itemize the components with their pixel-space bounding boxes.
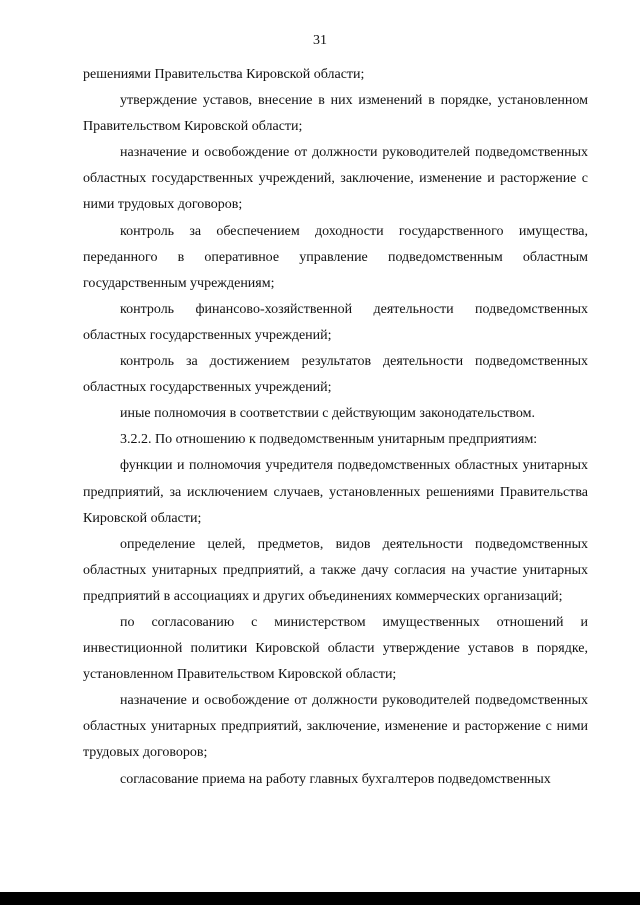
paragraph: контроль за обеспечением доходности государственного имущества, переданного в оперативное управление подведомственным областным государственным учреждениям; — [83, 223, 588, 291]
paragraph: контроль за достижением результатов деятельности подведомственных областных государственных учреждений; — [83, 354, 588, 396]
paragraph: функции и полномочия учредителя подведомственных областных унитарных предприятий, за исключением случаев, установленных решениями Правительства Кировской области; — [83, 458, 588, 526]
paragraph: утверждение уставов, внесение в них изменений в порядке, установленном Правительством Кировской области; — [83, 93, 588, 135]
paragraph: определение целей, предметов, видов деятельности подведомственных областных унитарных предприятий, а также дачу согласия на участие унитарных предприятий в ассоциациях и других объединениях коммерческих организаций; — [83, 536, 588, 604]
paragraph: контроль финансово-хозяйственной деятельности подведомственных областных государственных учреждений; — [83, 301, 588, 343]
paragraph: назначение и освобождение от должности руководителей подведомственных областных унитарных предприятий, заключение, изменение и расторжение с ними трудовых договоров; — [83, 693, 588, 761]
page-number: 31 — [313, 33, 327, 48]
paragraph: назначение и освобождение от должности руководителей подведомственных областных государственных учреждений, заключение, изменение и расторжение с ними трудовых договоров; — [83, 145, 588, 213]
scan-edge-bar — [0, 892, 640, 905]
paragraph: 3.2.2. По отношению к подведомственным унитарным предприятиям: — [120, 432, 538, 448]
document-body — [83, 62, 588, 793]
paragraph: решениями Правительства Кировской области; — [83, 67, 365, 82]
paragraph: иные полномочия в соответствии с действующим законодательством. — [120, 406, 535, 422]
paragraph: согласование приема на работу главных бухгалтеров подведомственных — [120, 771, 551, 787]
paragraph: по согласованию с министерством имущественных отношений и инвестиционной политики Кировской области утверждение уставов в порядке, установленном Правительством Кировской области; — [83, 614, 588, 683]
